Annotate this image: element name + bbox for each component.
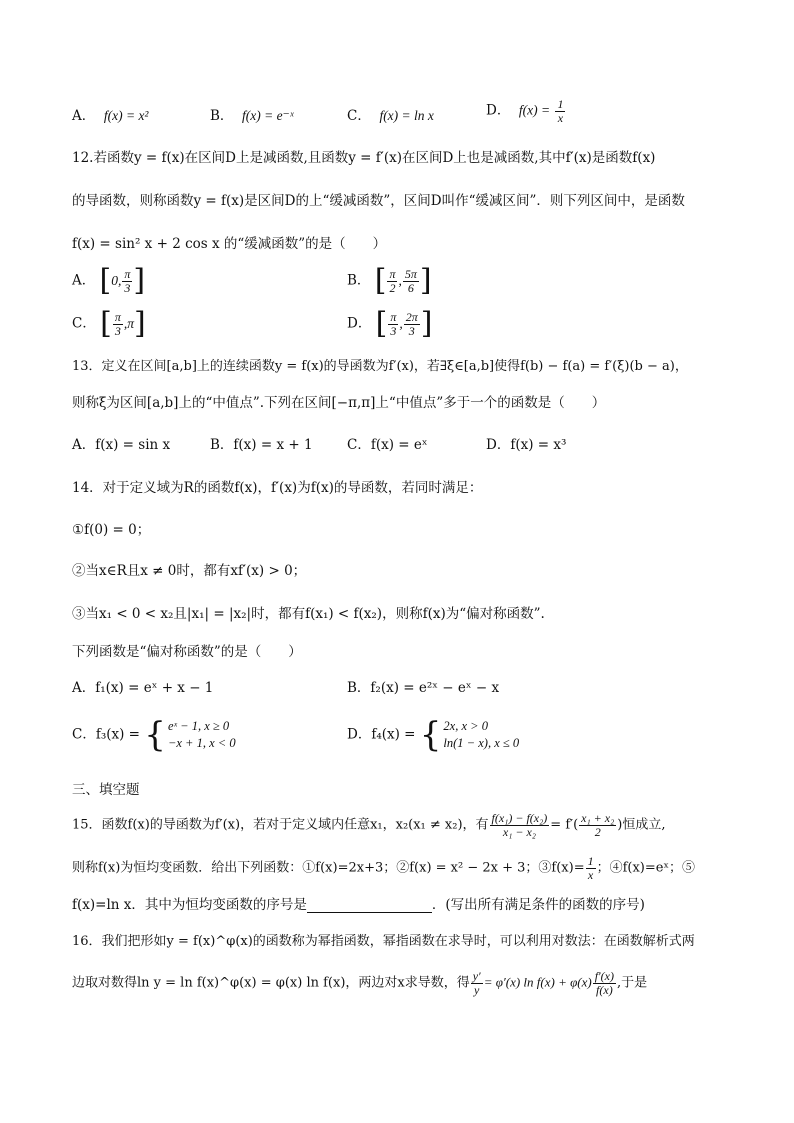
q12-option-b: B． [ $\frac{\pi}{2}$ , $\frac{5\pi}{6}$ ]: [347, 263, 432, 298]
q11-option-b: B． f(x) = e⁻ˣ: [210, 108, 294, 124]
q12-line-1: 12.若函数y = f(x)在区间D上是减函数,且函数y = f′(x)在区间D上也是减函数,其中f′(x)是函数f(x): [72, 150, 656, 166]
q13-option-a: A．f(x) = sin x: [72, 437, 171, 453]
q11-option-d: D． f(x) = $\frac{1}{x}$: [486, 97, 564, 125]
q16-line-2: 边取对数得ln y = ln f(x)^φ(x) = φ(x) ln f(x)，两边对x求导数，得 $\frac{y'}{y}$ = φ′(x) ln f(x) + φ(x) $\frac{f'(x)}{f(x)}$ ,于是: [72, 969, 648, 997]
q13-option-b: B．f(x) = x + 1: [210, 437, 313, 453]
q14-condition-3: ③当x₁ < 0 < x₂且|x₁| = |x₂|时，都有f(x₁) < f(x₂)，则称f(x)为“偏对称函数”.: [72, 606, 545, 622]
q15-line-3: f(x)=ln x．其中为恒均变函数的序号是 ．(写出所有满足条件的函数的序号): [72, 897, 645, 913]
q14-line-1: 14．对于定义域为R的函数f(x)，f′(x)为f(x)的导函数，若同时满足：: [72, 480, 483, 496]
q13-option-d: D．f(x) = x³: [486, 437, 567, 453]
q14-option-c: C．f₃(x) = { eˣ − 1, x ≥ 0 −x + 1, x < 0: [72, 715, 236, 755]
q12-option-a: A． [ 0, $\frac{\pi}{3}$ ]: [72, 263, 146, 298]
q14-option-a: A．f₁(x) = eˣ + x − 1: [72, 680, 214, 696]
q14-condition-2: ②当x∈R且x ≠ 0时，都有xf′(x) > 0；: [72, 563, 307, 579]
q14-option-b: B．f₂(x) = e²ˣ − eˣ − x: [347, 680, 500, 696]
q13-line-2: 则称ξ为区间[a,b]上的“中值点”.下列在区间[−π,π]上“中值点”多于一个的函数是（ ）: [72, 395, 606, 411]
q11-option-a: A． f(x) = x²: [72, 108, 149, 124]
q11-option-d-fraction: $\frac{1}{x}$: [557, 97, 564, 125]
q13-option-c: C．f(x) = eˣ: [347, 437, 428, 453]
q11-option-c-expr: f(x) = ln x: [379, 108, 434, 123]
q12-option-c: C． [ $\frac{\pi}{3}$ ,π ]: [72, 306, 146, 341]
q16-line-1: 16．我们把形如y = f(x)^φ(x)的函数称为幂指函数，幂指函数在求导时，可以利用对数法：在函数解析式两: [72, 934, 695, 949]
q12-line-2: 的导函数，则称函数y = f(x)是区间D的上“缓减函数”，区间D叫作“缓减区间”．则下列区间中，是函数: [72, 193, 685, 209]
q11-option-c: C． f(x) = ln x: [347, 108, 434, 124]
q14-option-d: D．f₄(x) = { 2x, x > 0 ln(1 − x), x ≤ 0: [347, 715, 520, 755]
q11-option-a-expr: f(x) = x²: [103, 108, 149, 123]
q12-option-d: D． [ $\frac{\pi}{3}$ , $\frac{2\pi}{3}$ ]: [347, 306, 433, 341]
q11-option-b-expr: f(x) = e⁻ˣ: [242, 108, 294, 123]
q15-line-1: 15．函数f(x)的导函数为f′(x)，若对于定义域内任意x₁，x₂(x₁ ≠ x₂)，有 $\frac{\text{f(x₁) − f(x₂)}}{\text{x₁ − x₂}}$ = f′( $\frac{\text{x₁ + x₂}}{2}$ )恒成立,: [72, 811, 666, 839]
q13-line-1: 13．定义在区间[a,b]上的连续函数y = f(x)的导函数为f′(x)，若∃ξ∈[a,b]使得f(b) − f(a) = f′(ξ)(b − a)，: [72, 359, 688, 374]
q15-line-2: 则称f(x)为恒均变函数．给出下列函数：①f(x)=2x+3；②f(x) = x² − 2x + 3；③f(x)= $\frac{1}{x}$ ；④f(x)=eˣ；⑤: [72, 854, 695, 882]
q12-line-3: f(x) = sin² x + 2 cos x 的“缓减函数”的是（ ）: [72, 236, 387, 252]
q14-prompt: 下列函数是“偏对称函数”的是（ ）: [72, 644, 302, 660]
section-heading: 三、填空题: [72, 782, 140, 798]
q14-condition-1: ①f(0) = 0；: [72, 522, 151, 538]
q15-answer-blank[interactable]: [307, 900, 432, 913]
